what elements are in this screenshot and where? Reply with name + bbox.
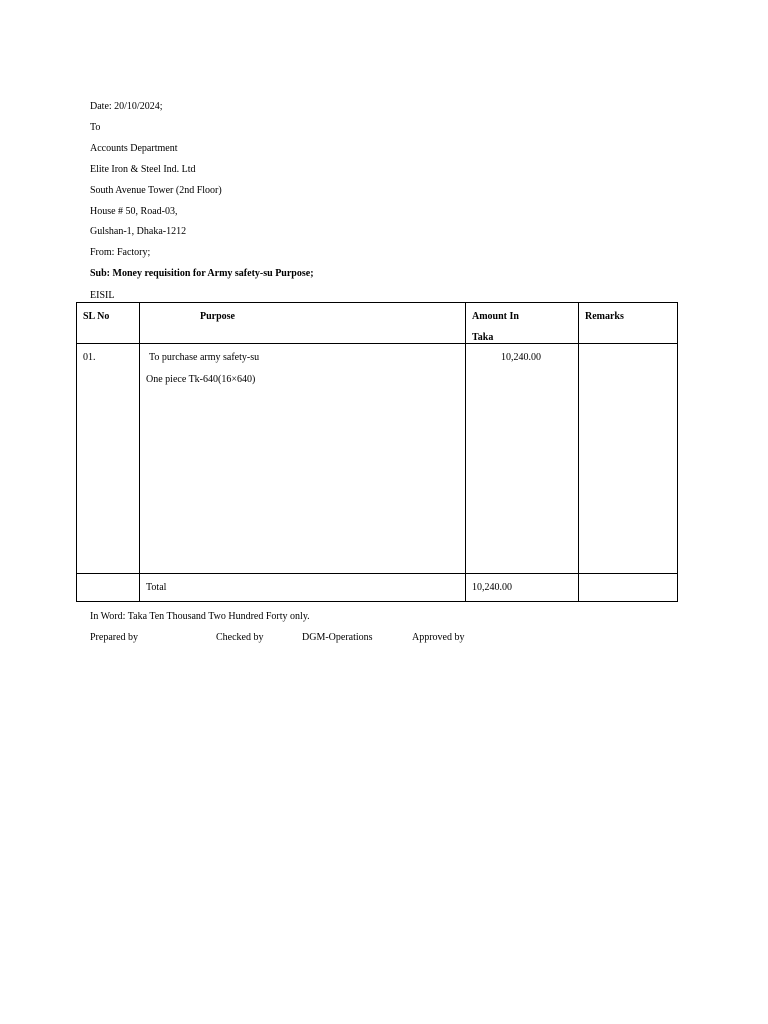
table-border-top [76, 302, 678, 303]
header-divider [76, 343, 678, 344]
letter-from: From: Factory; [90, 247, 151, 258]
address-line: House # 50, Road-03, [90, 206, 178, 217]
column-divider [578, 302, 579, 602]
letter-subject: Sub: Money requisition for Army safety-su Purpose; [90, 268, 314, 279]
header-sl-no: SL No [83, 311, 110, 322]
row-amount: 10,240.00 [501, 352, 541, 363]
header-amount-unit: Taka [472, 332, 494, 343]
row-purpose: To purchase army safety-su [149, 352, 260, 363]
total-amount: 10,240.00 [472, 582, 512, 593]
table-border-left [76, 302, 77, 602]
approved-by-label: Approved by [412, 632, 465, 643]
dgm-operations-label: DGM-Operations [302, 632, 373, 643]
header-purpose: Purpose [200, 311, 235, 322]
amount-in-words: In Word: Taka Ten Thousand Two Hundred Forty only. [90, 611, 310, 622]
table-border-bottom [76, 601, 678, 602]
total-divider [76, 573, 678, 574]
address-line: Elite Iron & Steel Ind. Ltd [90, 164, 196, 175]
checked-by-label: Checked by [216, 632, 264, 643]
address-line: South Avenue Tower (2nd Floor) [90, 185, 222, 196]
total-label: Total [146, 582, 167, 593]
company-code: EISIL [90, 290, 115, 301]
row-sl-no: 01. [83, 352, 96, 363]
table-border-right [677, 302, 678, 602]
column-divider [139, 302, 140, 602]
row-purpose-detail: One piece Tk-640(16×640) [146, 374, 256, 385]
header-amount: Amount In [472, 311, 519, 322]
letter-to: To [90, 122, 101, 133]
header-remarks: Remarks [585, 311, 624, 322]
requisition-table [76, 302, 678, 602]
address-line: Gulshan-1, Dhaka-1212 [90, 226, 187, 237]
prepared-by-label: Prepared by [90, 632, 139, 643]
column-divider [465, 302, 466, 602]
letter-date: Date: 20/10/2024; [90, 101, 163, 112]
address-line: Accounts Department [90, 143, 178, 154]
